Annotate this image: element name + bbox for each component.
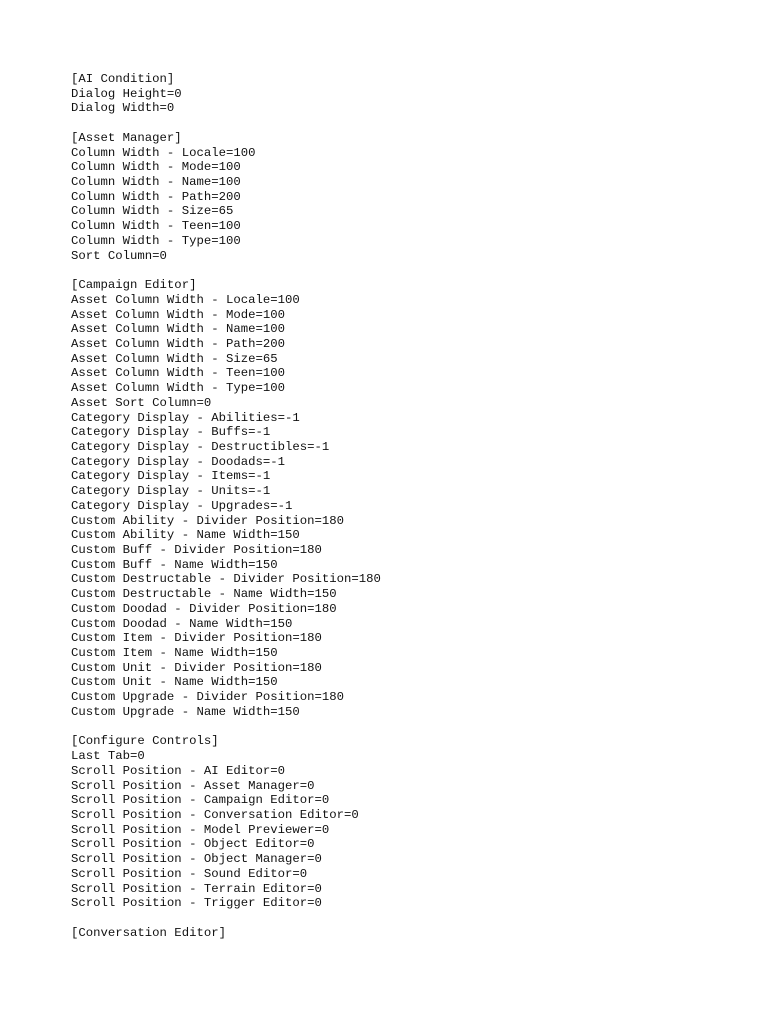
setting-line: Scroll Position - Object Manager=0	[71, 852, 322, 867]
setting-line: Custom Buff - Name Width=150	[71, 557, 278, 572]
setting-line: Asset Column Width - Mode=100	[71, 307, 286, 322]
setting-line: Asset Column Width - Name=100	[71, 322, 286, 337]
section-header: [Conversation Editor]	[71, 925, 226, 940]
setting-line: Custom Destructable - Name Width=150	[71, 587, 337, 602]
setting-line: Column Width - Teen=100	[71, 219, 241, 234]
section-header: [Campaign Editor]	[71, 278, 197, 293]
setting-line: Scroll Position - Campaign Editor=0	[71, 793, 330, 808]
setting-line: Category Display - Abilities=-1	[71, 410, 300, 425]
setting-line: Custom Item - Divider Position=180	[71, 631, 322, 646]
setting-line: Custom Unit - Name Width=150	[71, 675, 278, 690]
setting-line: Custom Doodad - Name Width=150	[71, 616, 293, 631]
setting-line: Custom Unit - Divider Position=180	[71, 660, 322, 675]
setting-line: Custom Ability - Name Width=150	[71, 528, 300, 543]
setting-line: Column Width - Mode=100	[71, 160, 241, 175]
setting-line: Custom Item - Name Width=150	[71, 646, 278, 661]
setting-line: Asset Sort Column=0	[71, 395, 212, 410]
setting-line: Scroll Position - Conversation Editor=0	[71, 807, 359, 822]
setting-line: Column Width - Path=200	[71, 189, 241, 204]
setting-line: Custom Doodad - Divider Position=180	[71, 601, 337, 616]
setting-line: Column Width - Type=100	[71, 233, 241, 248]
setting-line: Asset Column Width - Type=100	[71, 381, 286, 396]
setting-line: Dialog Width=0	[71, 101, 175, 116]
setting-line: Category Display - Units=-1	[71, 484, 271, 499]
setting-line: Asset Column Width - Teen=100	[71, 366, 286, 381]
setting-line: Asset Column Width - Path=200	[71, 336, 286, 351]
section-header: [AI Condition]	[71, 72, 175, 86]
setting-line: Category Display - Doodads=-1	[71, 454, 286, 469]
setting-line: Category Display - Upgrades=-1	[71, 498, 293, 513]
blank-line	[71, 263, 751, 278]
setting-line: Category Display - Destructibles=-1	[71, 439, 330, 454]
setting-line: Custom Buff - Divider Position=180	[71, 543, 322, 557]
setting-line: Scroll Position - AI Editor=0	[71, 763, 286, 778]
setting-line: Category Display - Buffs=-1	[71, 425, 271, 440]
setting-line: Dialog Height=0	[71, 86, 182, 101]
setting-line: Sort Column=0	[71, 248, 167, 263]
setting-line: Asset Column Width - Size=65	[71, 351, 278, 366]
blank-line	[71, 116, 751, 131]
section-header: [Asset Manager]	[71, 130, 182, 145]
setting-line: Asset Column Width - Locale=100	[71, 292, 300, 307]
setting-line: Column Width - Name=100	[71, 175, 241, 190]
section-header: [Configure Controls]	[71, 734, 219, 749]
setting-line: Custom Ability - Divider Position=180	[71, 513, 345, 528]
setting-line: Category Display - Items=-1	[71, 469, 271, 484]
blank-line	[71, 720, 751, 735]
setting-line: Last Tab=0	[71, 749, 145, 764]
setting-line: Column Width - Locale=100	[71, 145, 256, 160]
setting-line: Column Width - Size=65	[71, 204, 234, 219]
setting-line: Scroll Position - Model Previewer=0	[71, 822, 330, 837]
setting-line: Scroll Position - Trigger Editor=0	[71, 896, 322, 911]
setting-line: Scroll Position - Terrain Editor=0	[71, 881, 322, 896]
setting-line: Custom Destructable - Divider Position=180	[71, 572, 381, 587]
setting-line: Scroll Position - Object Editor=0	[71, 837, 315, 852]
setting-line: Scroll Position - Asset Manager=0	[71, 778, 315, 793]
setting-line: Custom Upgrade - Divider Position=180	[71, 690, 345, 705]
setting-line: Scroll Position - Sound Editor=0	[71, 866, 308, 881]
setting-line: Custom Upgrade - Name Width=150	[71, 704, 300, 719]
blank-line	[71, 911, 751, 926]
ini-document	[71, 72, 751, 940]
